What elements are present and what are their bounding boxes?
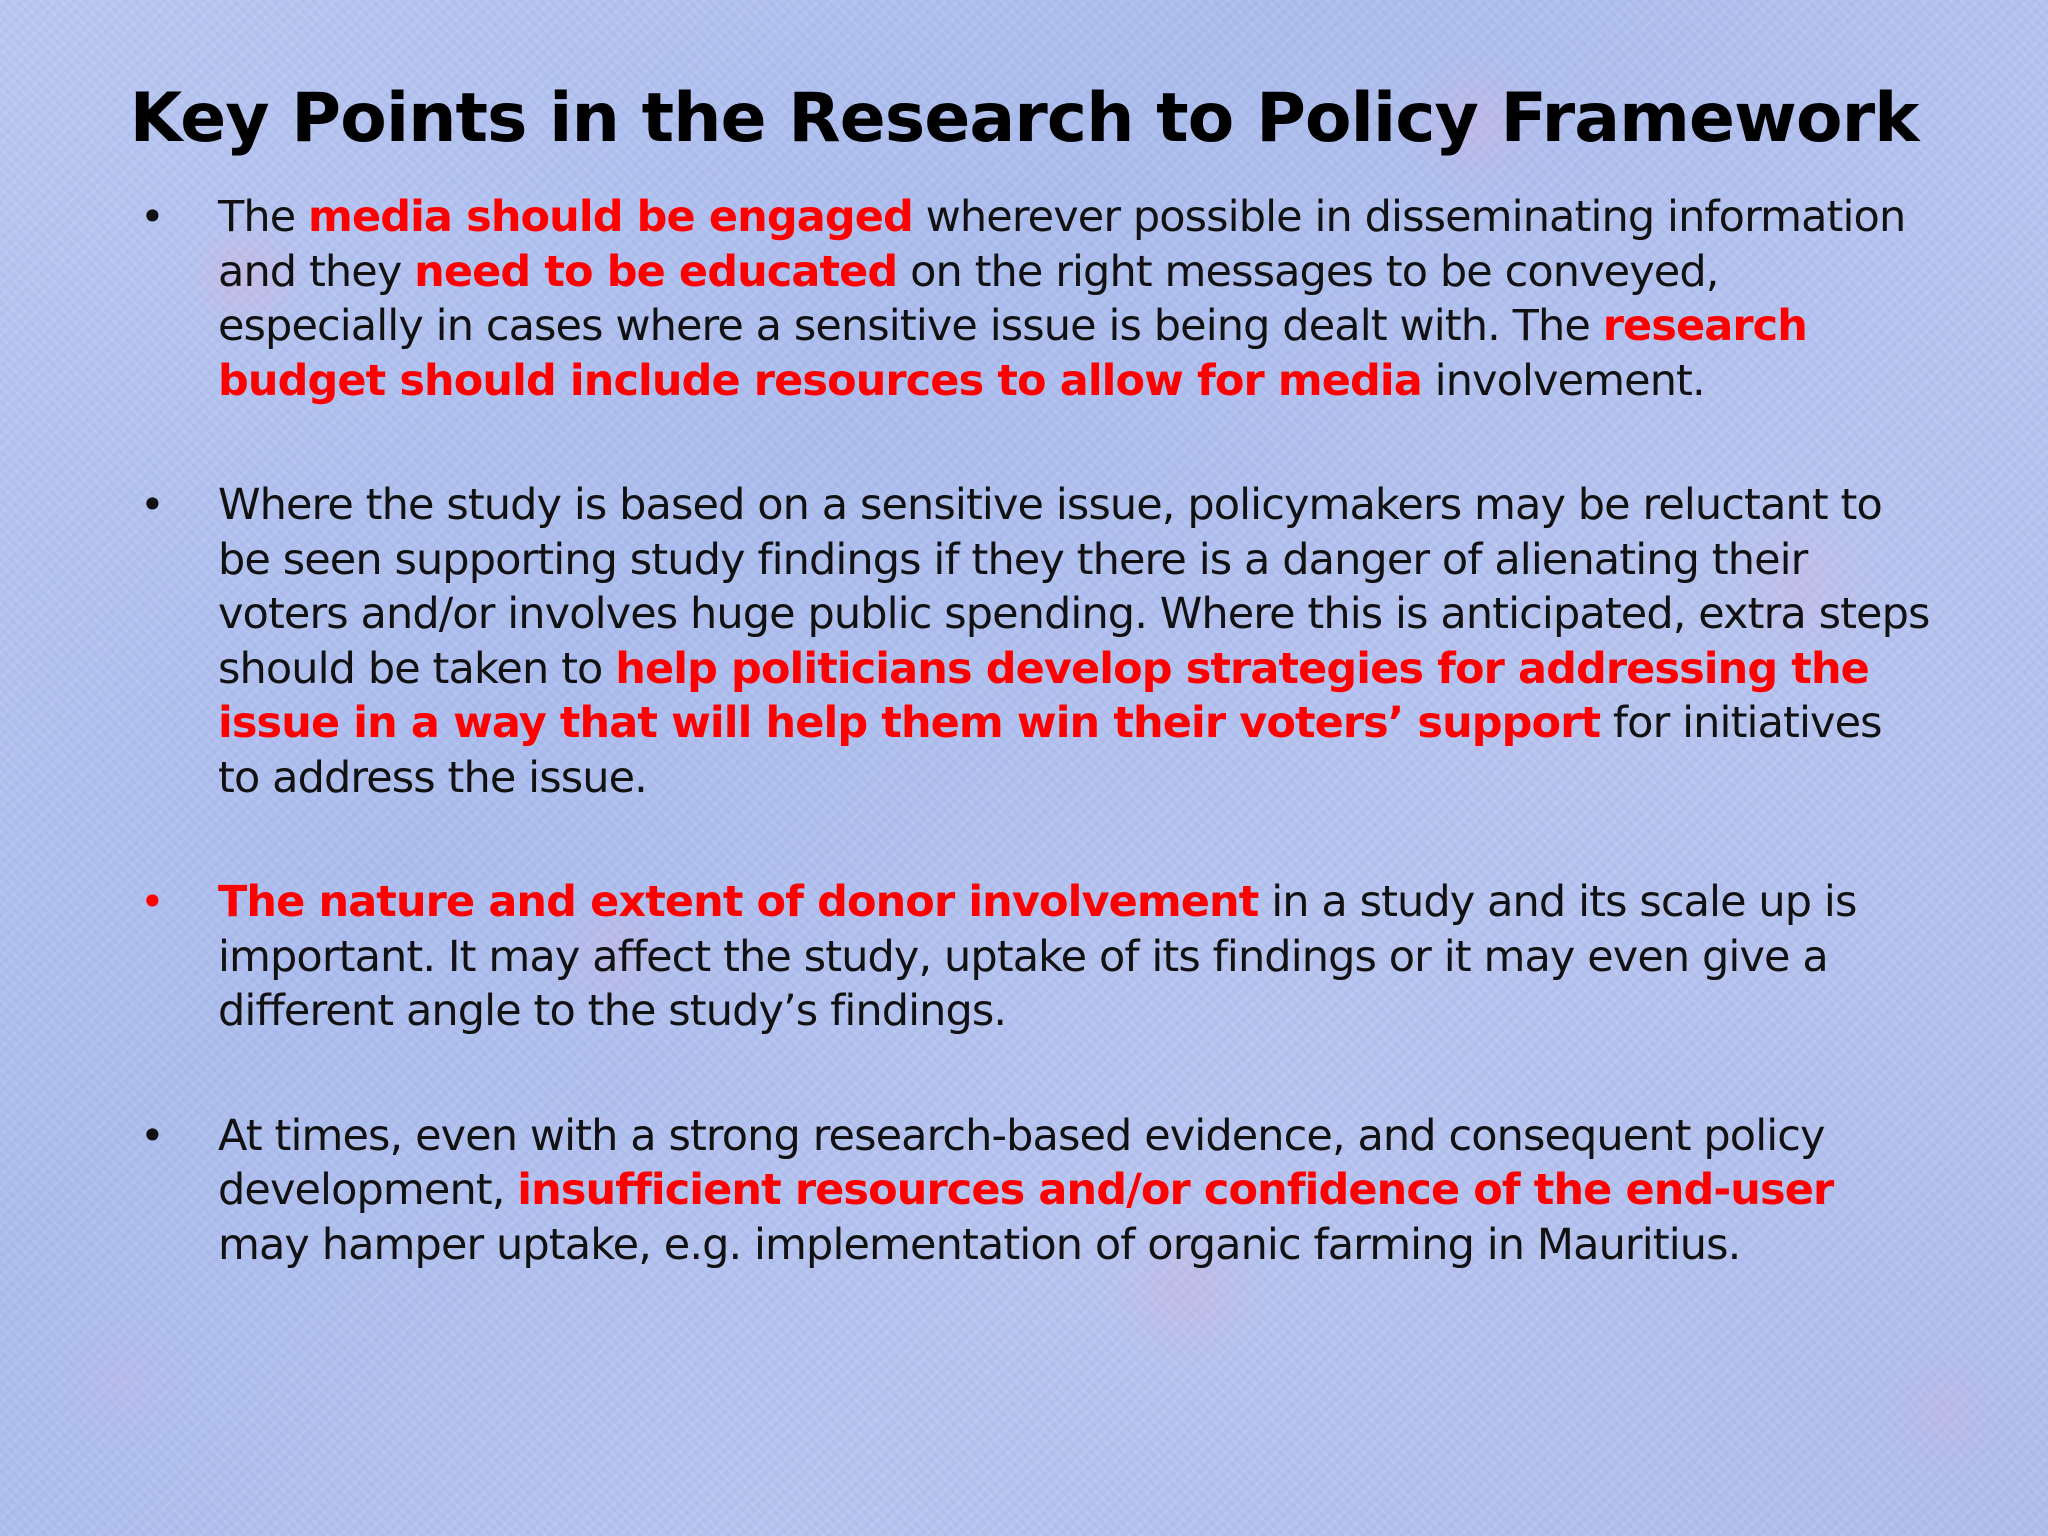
bullet-icon: • (140, 480, 164, 529)
bullet-text-segment: in a study and its scale up is important. It may affect the study, uptake of its findings or it may even give a different angle to the study’s findings. (218, 877, 1857, 1036)
bullet-text-segment: Where the study is based on a sensitive issue, policymakers may be reluctant to be seen supporting study findings if they there is a danger of alienating their voters and/or involves huge public spending. Where this is anticipated, extra steps should be taken to (218, 480, 1930, 694)
bullet-text-segment: on the right messages to be conveyed, especially in cases where a sensitive issue is being dealt with. The (218, 246, 1719, 351)
highlighted-phrase: need to be educated (414, 246, 898, 297)
slide-title: Key Points in the Research to Policy Framework (129, 79, 1919, 158)
highlighted-phrase: research budget should include resources to allow for media (218, 301, 1807, 406)
bullet-icon: • (140, 1110, 164, 1160)
bullet-text-segment: wherever possible in disseminating information and they (218, 192, 1906, 297)
bullet-item-donor (140, 875, 1930, 1039)
bullet-text-segment: may hamper uptake, e.g. implementation of organic farming in Mauritius. (218, 1219, 1741, 1270)
bullet-text-segment: The (218, 192, 309, 242)
highlighted-phrase: The nature and extent of donor involvement (218, 877, 1259, 927)
bullet-text (218, 1111, 1833, 1270)
bullet-text (218, 192, 1905, 406)
bullet-item-resources (140, 1109, 1930, 1273)
bullet-item-media (140, 190, 1930, 408)
bullet-text-segment: involvement. (1421, 355, 1705, 406)
bullet-item-policymakers (140, 478, 1930, 805)
bullet-text-segment: At times, even with a strong research-based evidence, and consequent policy development, (218, 1110, 1825, 1215)
bullet-text (218, 877, 1856, 1036)
bullet-icon: • (140, 192, 164, 241)
bullet-text (218, 480, 1929, 803)
bullet-icon: • (140, 877, 164, 926)
highlighted-phrase: media should be engaged (308, 192, 913, 242)
bullet-list (140, 190, 1930, 1342)
bullet-text-segment: for initiatives to address the issue. (218, 698, 1882, 803)
highlighted-phrase: insufficient resources and/or confidence of the end-user (517, 1165, 1834, 1215)
highlighted-phrase: help politicians develop strategies for addressing the issue in a way that will help them win their voters’ support (218, 643, 1869, 748)
